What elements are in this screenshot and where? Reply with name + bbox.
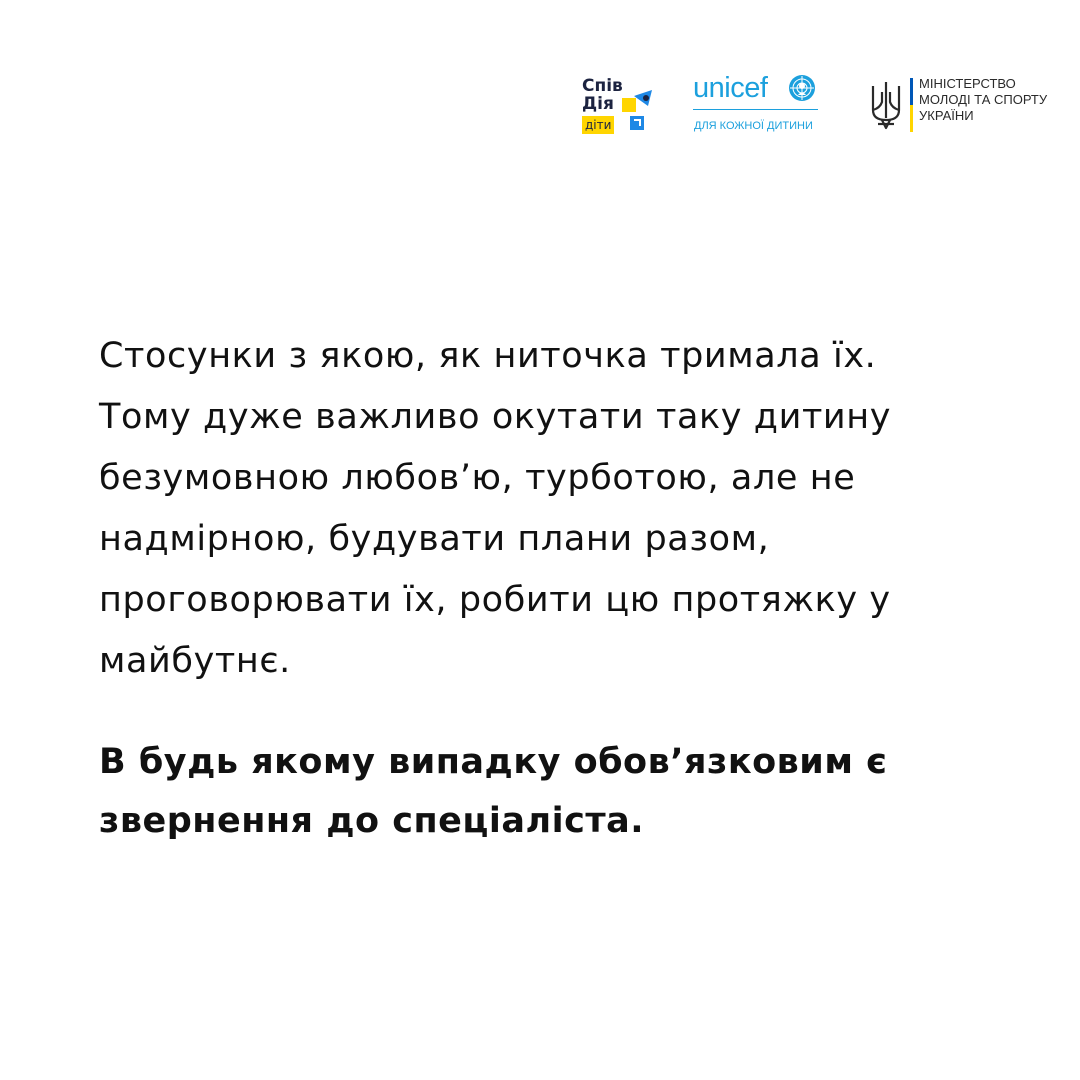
emphasis-paragraph (99, 733, 1019, 851)
ministry-flag-bar-blue (910, 78, 913, 105)
main-paragraph (99, 326, 1019, 692)
unicef-logo (693, 70, 823, 140)
emphasis-line: звернення до спеціаліста. (99, 801, 645, 841)
ministry-name-line2: МОЛОДІ ТА СПОРТУ (919, 92, 1048, 107)
spivdiia-logo-line3: діти (582, 116, 614, 134)
ministry-name (919, 76, 1047, 124)
unicef-divider (693, 109, 818, 110)
paragraph-line: проговорювати їх, робити цю протяжку у (99, 580, 891, 620)
emphasis-line: В будь якому випадку обов’язковим є (99, 742, 888, 782)
unicef-wordmark: unicef (693, 72, 768, 104)
paragraph-line: надмірною, будувати плани разом, (99, 519, 770, 559)
paragraph-line: безумовною любов’ю, турботою, але не (99, 458, 856, 498)
ministry-youth-sports-logo (870, 76, 1070, 140)
ministry-name-line3: УКРАЇНИ (919, 108, 974, 123)
spivdiia-logo-line2: Дія (582, 94, 614, 114)
trident-icon (870, 80, 902, 130)
spivdiia-deti-logo (582, 76, 662, 146)
paragraph-line: майбутнє. (99, 641, 291, 681)
paragraph-line: Стосунки з якою, як ниточка тримала їх. (99, 336, 877, 376)
spivdiia-logo-shapes-icon (620, 90, 660, 142)
unicef-tagline: ДЛЯ КОЖНОЇ ДИТИНИ (694, 120, 813, 132)
paragraph-line: Тому дуже важливо окутати таку дитину (99, 397, 892, 437)
spivdiia-logo-line1: Спів (582, 76, 623, 96)
unicef-globe-icon (787, 73, 817, 103)
partner-logos (0, 70, 1080, 150)
ministry-name-line1: МІНІСТЕРСТВО (919, 76, 1016, 91)
